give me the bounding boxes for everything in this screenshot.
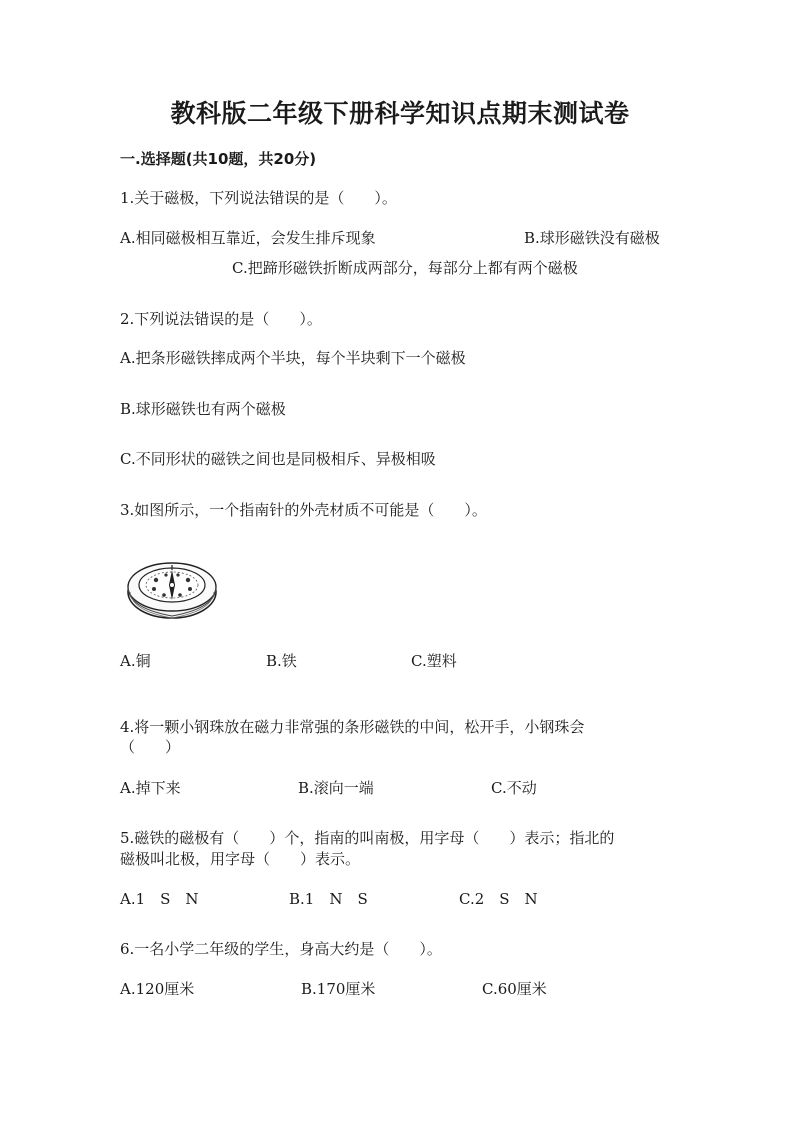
question-2-stem: 2.下列说法错误的是（ ）。 — [120, 310, 322, 328]
question-3-option-a[interactable]: A.铜 — [120, 652, 151, 670]
question-3-option-c[interactable]: C.塑料 — [411, 652, 457, 670]
question-6-stem: 6.一名小学二年级的学生，身高大约是（ ）。 — [120, 940, 442, 958]
question-2-option-c[interactable]: C.不同形状的磁铁之间也是同极相斥、异极相吸 — [120, 450, 436, 468]
question-5-stem-line-2: 磁极叫北极，用字母（ ）表示。 — [120, 850, 361, 868]
question-2-option-a[interactable]: A.把条形磁铁摔成两个半块，每个半块剩下一个磁极 — [120, 349, 466, 367]
section-heading: 一.选择题(共10题，共20分) — [120, 150, 317, 168]
question-1-stem: 1.关于磁极，下列说法错误的是（ ）。 — [120, 189, 397, 207]
question-1-option-c[interactable]: C.把蹄形磁铁折断成两部分，每部分上都有两个磁极 — [232, 259, 578, 277]
question-4-stem-line-1: 4.将一颗小钢珠放在磁力非常强的条形磁铁的中间，松开手，小钢珠会 — [120, 718, 585, 736]
question-2-option-b[interactable]: B.球形磁铁也有两个磁极 — [120, 400, 286, 418]
question-4-stem-line-2: （ ） — [120, 738, 181, 756]
question-5-option-b[interactable]: B.1 N S — [289, 890, 368, 908]
question-3-stem: 3.如图所示，一个指南针的外壳材质不可能是（ ）。 — [120, 501, 487, 519]
question-5-stem-line-1: 5.磁铁的磁极有（ ）个，指南的叫南极，用字母（ ）表示；指北的 — [120, 829, 615, 847]
question-4-option-b[interactable]: B.滚向一端 — [298, 779, 374, 797]
question-4-option-c[interactable]: C.不动 — [491, 779, 537, 797]
question-1-option-a[interactable]: A.相同磁极相互靠近，会发生排斥现象 — [120, 229, 376, 247]
question-4-option-a[interactable]: A.掉下来 — [120, 779, 181, 797]
page-title: 教科版二年级下册科学知识点期末测试卷 — [170, 99, 630, 128]
question-6-option-b[interactable]: B.170厘米 — [301, 980, 376, 998]
question-5-option-c[interactable]: C.2 S N — [459, 890, 538, 908]
compass-icon — [126, 556, 218, 624]
question-1-option-b[interactable]: B.球形磁铁没有磁极 — [524, 229, 660, 247]
question-6-option-c[interactable]: C.60厘米 — [482, 980, 547, 998]
question-3-option-b[interactable]: B.铁 — [266, 652, 297, 670]
question-6-option-a[interactable]: A.120厘米 — [120, 980, 195, 998]
question-5-option-a[interactable]: A.1 S N — [120, 890, 199, 908]
